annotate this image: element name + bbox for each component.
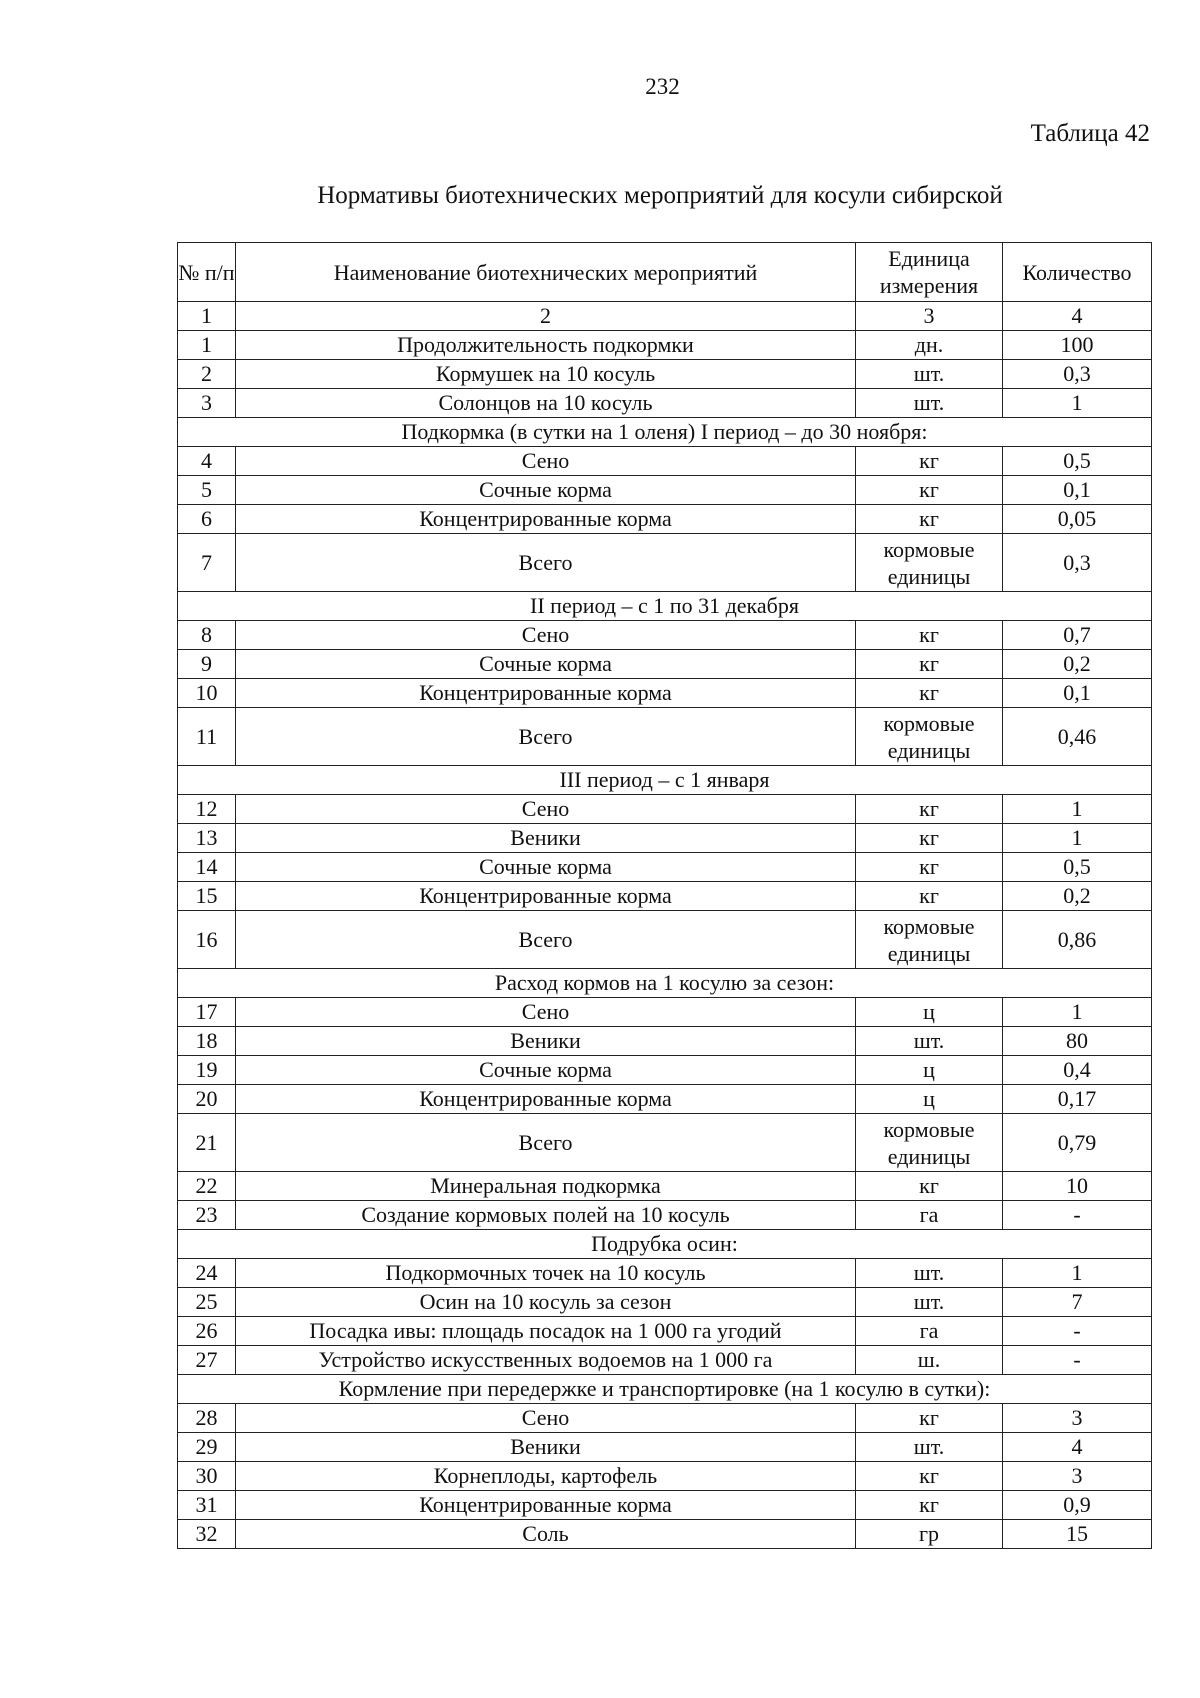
table-row [178,447,1152,476]
row-name: Сено [236,621,856,650]
row-number: 15 [178,882,236,911]
row-quantity: 1 [1003,795,1152,824]
table-row [178,1027,1152,1056]
section-row [178,1375,1152,1404]
total-row [178,911,1152,969]
row-name: Сочные корма [236,650,856,679]
section-title: Подрубка осин: [178,1230,1152,1259]
row-unit: кг [856,795,1003,824]
row-quantity: 0,86 [1003,911,1152,969]
row-unit: га [856,1317,1003,1346]
row-number: 18 [178,1027,236,1056]
row-number: 24 [178,1259,236,1288]
row-unit: кг [856,1404,1003,1433]
row-name: Сено [236,447,856,476]
row-number: 10 [178,679,236,708]
row-unit: ц [856,1056,1003,1085]
row-name: Сено [236,998,856,1027]
table-row [178,1491,1152,1520]
row-name: Кормушек на 10 косуль [236,360,856,389]
row-unit: шт. [856,1027,1003,1056]
row-unit: кг [856,505,1003,534]
row-quantity: 1 [1003,1259,1152,1288]
row-quantity: - [1003,1317,1152,1346]
row-quantity: 0,3 [1003,534,1152,592]
row-quantity: 0,1 [1003,679,1152,708]
row-unit: кг [856,1172,1003,1201]
section-title: II период – с 1 по 31 декабря [178,592,1152,621]
row-number: 6 [178,505,236,534]
row-number: 8 [178,621,236,650]
row-number: 31 [178,1491,236,1520]
column-number: 2 [236,302,856,331]
row-number: 3 [178,389,236,418]
header-name: Наименование биотехнических мероприятий [236,243,856,302]
table-row [178,476,1152,505]
row-unit: ш. [856,1346,1003,1375]
row-unit: гр [856,1520,1003,1549]
row-quantity: 0,2 [1003,650,1152,679]
table-row [178,1433,1152,1462]
header-qty: Количество [1003,243,1152,302]
row-number: 19 [178,1056,236,1085]
row-name: Соль [236,1520,856,1549]
row-number: 2 [178,360,236,389]
page-number: 232 [645,74,680,99]
table-row [178,1056,1152,1085]
row-name: Веники [236,1027,856,1056]
row-unit: дн. [856,331,1003,360]
row-unit: кг [856,621,1003,650]
table-row [178,679,1152,708]
row-name: Осин на 10 косуль за сезон [236,1288,856,1317]
section-row [178,418,1152,447]
table-row [178,1520,1152,1549]
section-row [178,969,1152,998]
row-name: Корнеплоды, картофель [236,1462,856,1491]
total-row [178,534,1152,592]
row-number: 13 [178,824,236,853]
row-unit: кг [856,824,1003,853]
row-name: Всего [236,1114,856,1172]
row-unit: кг [856,679,1003,708]
total-row [178,708,1152,766]
row-name: Сено [236,1404,856,1433]
row-name: Всего [236,534,856,592]
table-row [178,389,1152,418]
row-unit: кормовые единицы [856,708,1003,766]
row-quantity: - [1003,1346,1152,1375]
row-unit: кг [856,882,1003,911]
norms-table [177,242,1152,1549]
row-name: Создание кормовых полей на 10 косуль [236,1201,856,1230]
table-row [178,882,1152,911]
total-row [178,1114,1152,1172]
row-quantity: 80 [1003,1027,1152,1056]
row-quantity: 0,17 [1003,1085,1152,1114]
table-row [178,650,1152,679]
row-unit: шт. [856,389,1003,418]
row-number: 12 [178,795,236,824]
row-number: 21 [178,1114,236,1172]
row-name: Подкормочных точек на 10 косуль [236,1259,856,1288]
row-unit: кг [856,447,1003,476]
table-row [178,1259,1152,1288]
row-name: Сочные корма [236,1056,856,1085]
row-number: 5 [178,476,236,505]
row-name: Всего [236,911,856,969]
row-number: 26 [178,1317,236,1346]
row-name: Концентрированные корма [236,1085,856,1114]
table-row [178,1201,1152,1230]
row-unit: шт. [856,1433,1003,1462]
row-name: Концентрированные корма [236,882,856,911]
row-number: 25 [178,1288,236,1317]
section-row [178,1230,1152,1259]
row-name: Веники [236,824,856,853]
row-number: 1 [178,331,236,360]
row-number: 14 [178,853,236,882]
row-unit: шт. [856,1288,1003,1317]
row-number: 20 [178,1085,236,1114]
row-unit: ц [856,998,1003,1027]
header-row [178,243,1152,302]
row-name: Веники [236,1433,856,1462]
table-row [178,1346,1152,1375]
table-row [178,998,1152,1027]
row-quantity: 1 [1003,389,1152,418]
row-quantity: 0,79 [1003,1114,1152,1172]
row-quantity: 0,2 [1003,882,1152,911]
row-name: Устройство искусственных водоемов на 1 000 га [236,1346,856,1375]
row-quantity: 0,5 [1003,853,1152,882]
row-number: 11 [178,708,236,766]
row-number: 16 [178,911,236,969]
row-quantity: 15 [1003,1520,1152,1549]
section-title: Подкормка (в сутки на 1 оленя) I период – до 30 ноября: [178,418,1152,447]
row-quantity: 3 [1003,1462,1152,1491]
row-quantity: 100 [1003,331,1152,360]
row-number: 30 [178,1462,236,1491]
row-name: Концентрированные корма [236,505,856,534]
column-number: 1 [178,302,236,331]
row-unit: кормовые единицы [856,1114,1003,1172]
row-name: Минеральная подкормка [236,1172,856,1201]
header-unit: Единица измерения [856,243,1003,302]
row-unit: кормовые единицы [856,911,1003,969]
column-number: 4 [1003,302,1152,331]
row-unit: шт. [856,360,1003,389]
row-quantity: 4 [1003,1433,1152,1462]
row-quantity: 0,46 [1003,708,1152,766]
row-quantity: 0,4 [1003,1056,1152,1085]
table-row [178,1404,1152,1433]
table-row [178,1288,1152,1317]
row-number: 9 [178,650,236,679]
row-number: 27 [178,1346,236,1375]
row-number: 28 [178,1404,236,1433]
row-unit: кормовые единицы [856,534,1003,592]
table-row [178,824,1152,853]
table-row [178,1172,1152,1201]
section-title: Расход кормов на 1 косулю за сезон: [178,969,1152,998]
row-number: 7 [178,534,236,592]
row-quantity: 0,1 [1003,476,1152,505]
row-name: Посадка ивы: площадь посадок на 1 000 га угодий [236,1317,856,1346]
row-number: 17 [178,998,236,1027]
row-quantity: 1 [1003,824,1152,853]
row-unit: кг [856,476,1003,505]
row-unit: га [856,1201,1003,1230]
row-quantity: 0,5 [1003,447,1152,476]
column-number: 3 [856,302,1003,331]
column-number-row [178,302,1152,331]
row-quantity: 0,7 [1003,621,1152,650]
row-unit: кг [856,650,1003,679]
row-unit: ц [856,1085,1003,1114]
row-name: Сочные корма [236,853,856,882]
section-title: Кормление при передержке и транспортировке (на 1 косулю в сутки): [178,1375,1152,1404]
table-row [178,853,1152,882]
row-unit: кг [856,1462,1003,1491]
section-title: III период – с 1 января [178,766,1152,795]
row-name: Солонцов на 10 косуль [236,389,856,418]
table-row [178,331,1152,360]
row-quantity: 7 [1003,1288,1152,1317]
row-unit: кг [856,853,1003,882]
row-unit: кг [856,1491,1003,1520]
row-name: Сено [236,795,856,824]
section-row [178,592,1152,621]
row-number: 32 [178,1520,236,1549]
table-label: Таблица 42 [1030,120,1150,147]
table-row [178,505,1152,534]
row-number: 22 [178,1172,236,1201]
page-title: Нормативы биотехнических мероприятий для косули сибирской [317,182,1003,209]
table-row [178,1462,1152,1491]
row-name: Сочные корма [236,476,856,505]
header-num: № п/п [178,243,236,302]
row-name: Продолжительность подкормки [236,331,856,360]
row-quantity: 3 [1003,1404,1152,1433]
row-quantity: 10 [1003,1172,1152,1201]
table-row [178,795,1152,824]
table-row [178,1085,1152,1114]
table-row [178,360,1152,389]
row-number: 23 [178,1201,236,1230]
row-name: Всего [236,708,856,766]
row-quantity: 0,05 [1003,505,1152,534]
table-row [178,1317,1152,1346]
row-quantity: 0,9 [1003,1491,1152,1520]
row-unit: шт. [856,1259,1003,1288]
row-name: Концентрированные корма [236,679,856,708]
row-number: 4 [178,447,236,476]
row-quantity: - [1003,1201,1152,1230]
table-row [178,621,1152,650]
row-name: Концентрированные корма [236,1491,856,1520]
section-row [178,766,1152,795]
row-quantity: 0,3 [1003,360,1152,389]
row-quantity: 1 [1003,998,1152,1027]
row-number: 29 [178,1433,236,1462]
table-body [178,331,1152,1549]
